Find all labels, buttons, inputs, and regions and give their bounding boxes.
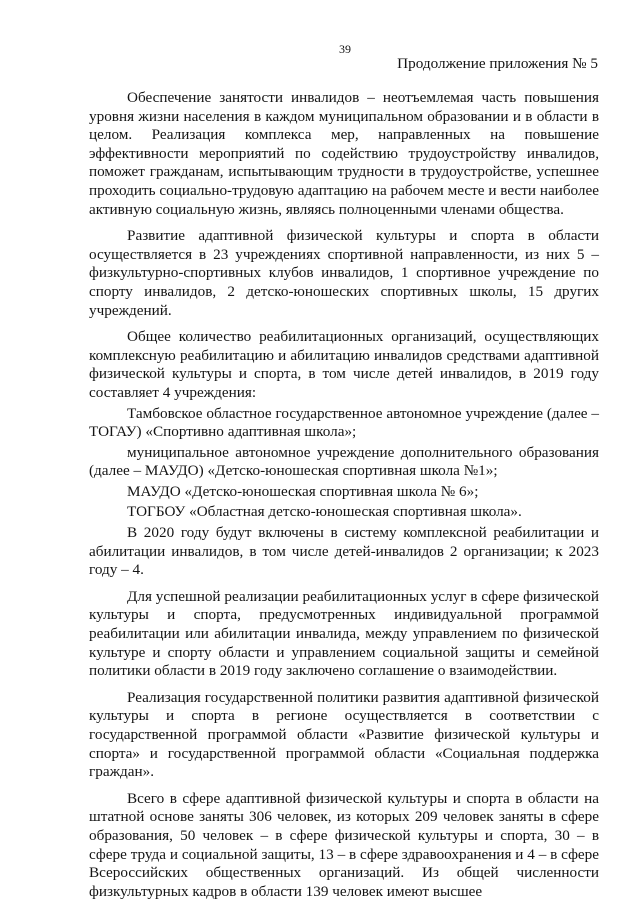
list-item: МАУДО «Детско-юношеская спортивная школа № 6»;	[127, 482, 479, 500]
list-item: Тамбовское областное государственное автономное учреждение (далее – ТОГАУ) «Спортивно адаптивная школа»;	[89, 404, 599, 441]
paragraph: Для успешной реализации реабилитационных услуг в сфере физической культуры и спорта, предусмотренных индивидуальной программой реабилитации или абилитации инвалида, между управлением по физической культуре и спорту области и управлением социальной защиты и семейной политики области в 2019 году заключено соглашение о взаимодействии.	[89, 587, 599, 680]
page-number: 39	[339, 42, 351, 56]
list-item: муниципальное автономное учреждение дополнительного образования (далее – МАУДО) «Детско-юношеская спортивная школа №1»;	[89, 443, 599, 480]
paragraph: В 2020 году будут включены в систему комплексной реабилитации и абилитации инвалидов, в том числе детей-инвалидов 2 организации; к 2023 году – 4.	[89, 524, 599, 579]
appendix-label: Продолжение приложения № 5	[397, 55, 598, 72]
paragraph: Обеспечение занятости инвалидов – неотъемлемая часть повышения уровня жизни населения в каждом муниципальном образовании и в области в целом. Реализация комплекса мер, направленных на повышение эффективности мероприятий по содействию трудоустройству инвалидов, поможет гражданам, испытывающим трудности в трудоустройстве, успешнее проходить социально-трудовую адаптацию на рабочем месте и вести наиболее активную социальную жизнь, являясь полноценными членами общества.	[89, 89, 599, 218]
paragraph: Всего в сфере адаптивной физической культуры и спорта в области на штатной основе заняты 306 человек, из которых 209 человек заняты в сфере образования, 50 человек – в сфере физической культуры и спорта, 30 – в сфере труда и социальной защиты, 13 – в сфере здравоохранения и 4 – в сфере Всероссийских общественных организаций. Из общей численности физкультурных кадров в области 139 человек имеют высшее	[89, 789, 599, 900]
body-text	[89, 89, 599, 909]
list-item: ТОГБОУ «Областная детско-юношеская спортивная школа».	[127, 503, 522, 521]
paragraph: Развитие адаптивной физической культуры и спорта в области осуществляется в 23 учреждениях спортивной направленности, из них 5 – физкультурно-спортивных клубов инвалидов, 1 спортивное учреждение по спорту инвалидов, 2 детско-юношеских спортивных школы, 15 других учреждений.	[89, 227, 599, 319]
paragraph: Общее количество реабилитационных организаций, осуществляющих комплексную реабилитацию и абилитацию инвалидов средствами адаптивной физической культуры и спорта, в том числе детей инвалидов, в 2019 году составляет 4 учреждения:	[89, 328, 599, 401]
paragraph: Реализация государственной политики развития адаптивной физической культуры и спорта в регионе осуществляется в соответствии с государственной программой области «Развитие физической культуры и спорта» и государственной программой области «Социальная поддержка граждан».	[89, 688, 599, 781]
